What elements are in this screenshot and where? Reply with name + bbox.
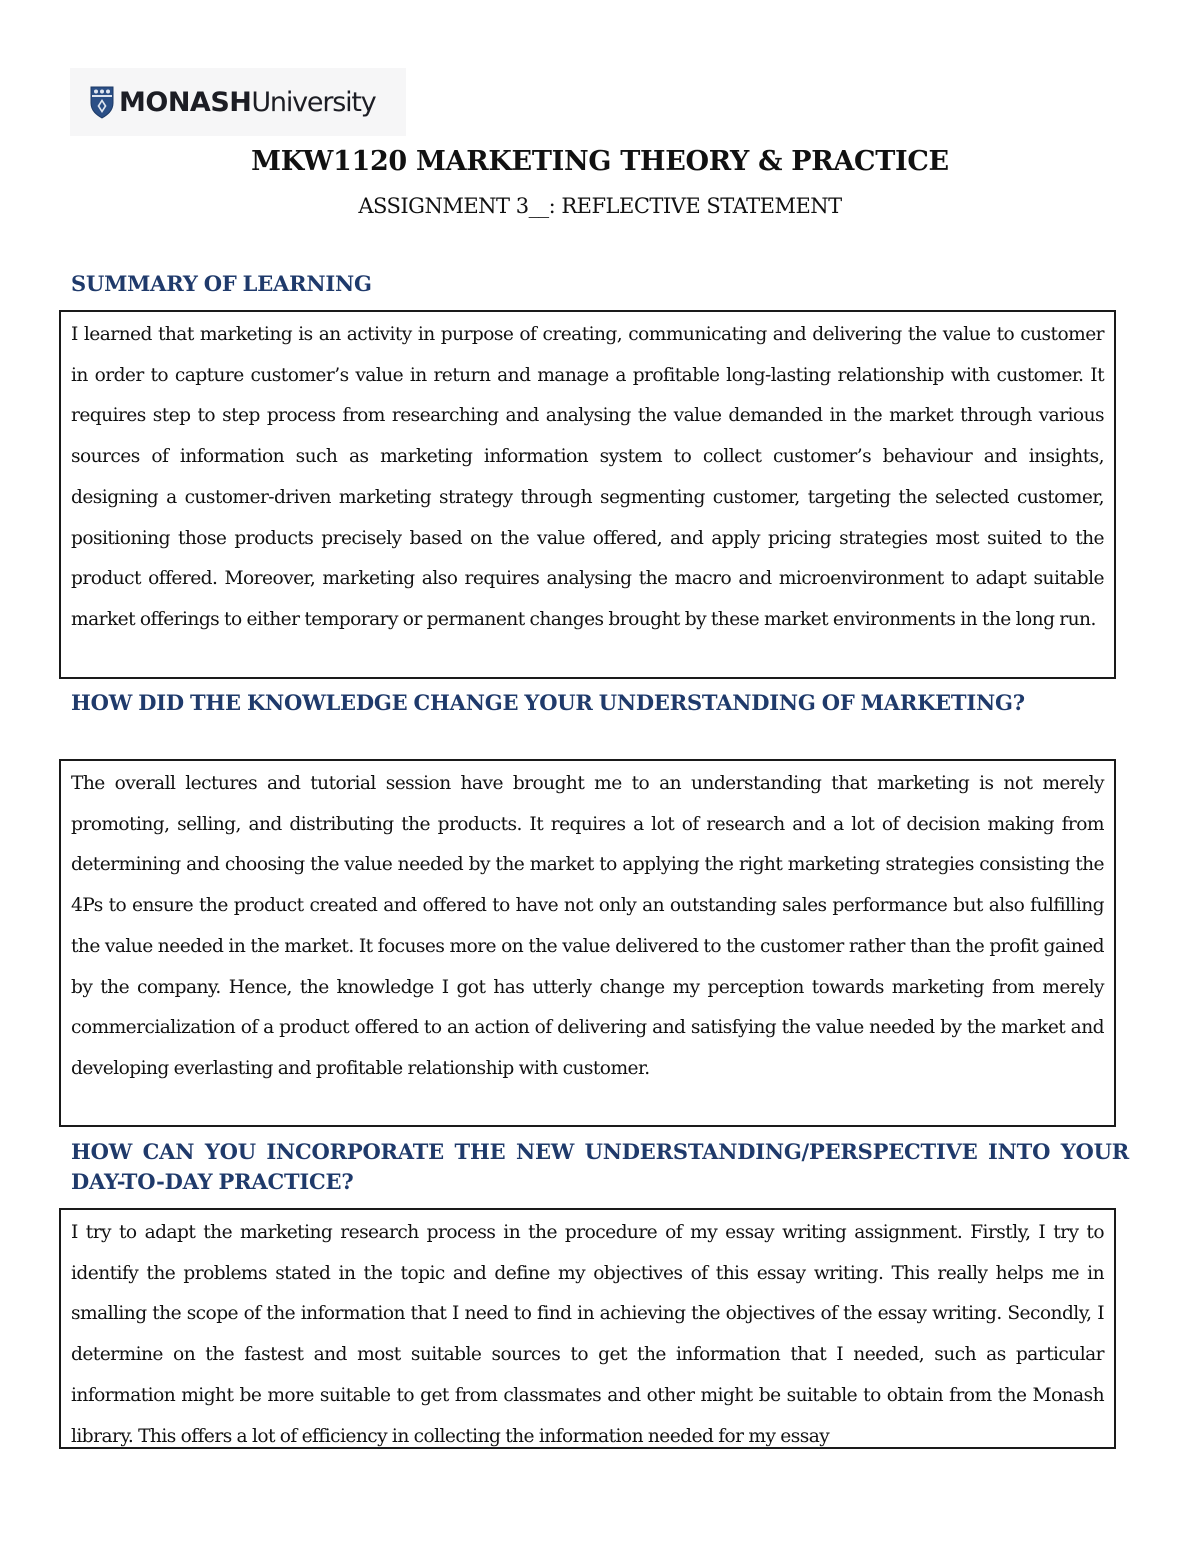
- course-title: MKW1120 MARKETING THEORY & PRACTICE: [251, 146, 949, 177]
- monash-crest-icon: [89, 85, 115, 119]
- monash-university-logo: [70, 68, 406, 136]
- assignment-title: ASSIGNMENT 3__: REFLECTIVE STATEMENT: [358, 194, 842, 218]
- section-heading-summary: SUMMARY OF LEARNING: [71, 271, 372, 296]
- logo-wordmark: [119, 87, 376, 118]
- logo-name-regular: University: [251, 86, 376, 118]
- summary-answer-text: I learned that marketing is an activity in purpose of creating, communicating and delivering the value to customer in order to capture customer’s value in return and manage a profitable long-lasting relationship with customer. It requires step to step process from researching and analysing the value demanded in the market through various sources of information such as marketing information system to collect customer’s behaviour and insights, designing a customer-driven marketing strategy through segmenting customer, targeting the selected customer, positioning those products precisely based on the value offered, and apply pricing strategies most suited to the product offered. Moreover, marketing also requires analysing the macro and microenvironment to adapt suitable market offerings to either temporary or permanent changes brought by these market environments in the long run.: [71, 324, 1104, 630]
- section-heading-knowledge-change: HOW DID THE KNOWLEDGE CHANGE YOUR UNDERSTANDING OF MARKETING?: [71, 690, 1025, 715]
- logo-name-bold: MONASH: [119, 86, 252, 118]
- incorporate-answer-box: [59, 1208, 1116, 1449]
- summary-answer-box: [59, 310, 1116, 679]
- incorporate-answer-text: I try to adapt the marketing research process in the procedure of my essay writing assignment. Firstly, I try to identify the problems stated in the topic and define my objectives of this essay writing. This really helps me in smalling the scope of the information that I need to find in achieving the objectives of the essay writing. Secondly, I determine on the fastest and most suitable sources to get the information that I needed, such as particular information might be more suitable to get from classmates and other might be suitable to obtain from the Monash library. This offers a lot of efficiency in collecting the information needed for my essay: [71, 1222, 1104, 1447]
- section-heading-incorporate: HOW CAN YOU INCORPORATE THE NEW UNDERSTANDING/PERSPECTIVE INTO YOUR DAY-TO-DAY PRACTICE?: [71, 1139, 1129, 1194]
- knowledge-change-answer-text: The overall lectures and tutorial session have brought me to an understanding that marketing is not merely promoting, selling, and distributing the products. It requires a lot of research and a lot of decision making from determining and choosing the value needed by the market to applying the right marketing strategies consisting the 4Ps to ensure the product created and offered to have not only an outstanding sales performance but also fulfilling the value needed in the market. It focuses more on the value delivered to the customer rather than the profit gained by the company. Hence, the knowledge I got has utterly change my perception towards marketing from merely commercialization of a product offered to an action of delivering and satisfying the value needed by the market and developing everlasting and profitable relationship with customer.: [71, 773, 1104, 1079]
- knowledge-change-answer-box: [59, 759, 1116, 1127]
